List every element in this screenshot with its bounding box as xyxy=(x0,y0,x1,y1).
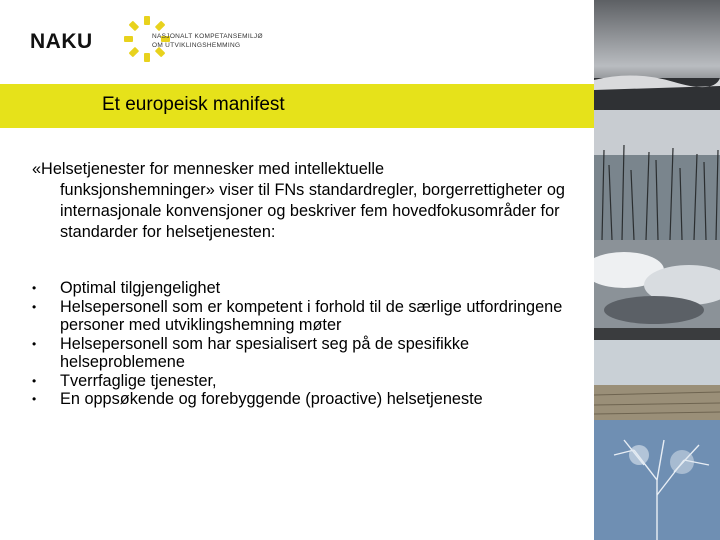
list-item-text: En oppsøkende og forebyggende (proactive) helsetjeneste xyxy=(60,390,483,408)
list-item xyxy=(32,335,597,372)
photo-frost-tree-icon xyxy=(594,420,720,540)
list-item-text: Tverrfaglige tjenester, xyxy=(60,371,217,390)
photo-clouds-icon xyxy=(594,240,720,340)
list-item xyxy=(32,372,597,391)
slide-title: Et europeisk manifest xyxy=(102,94,285,115)
title-bar xyxy=(0,84,594,128)
focus-list xyxy=(32,279,597,409)
photo-field-icon xyxy=(594,340,720,420)
intro-rest: funksjonshemninger» viser til FNs standardregler, borgerrettigheter og internasjonale konvensjoner og beskriver fem hovedfokusområder for standarder for helsetjenesten: xyxy=(60,181,565,241)
list-item xyxy=(32,390,597,409)
logo-subtitle xyxy=(152,32,263,50)
photo-reeds-icon xyxy=(594,110,720,240)
list-item xyxy=(32,298,597,335)
list-item-text: Helsepersonell som er kompetent i forhold til de særlige utfordringene personer med utviklingshemning møter xyxy=(60,297,563,334)
list-item xyxy=(32,279,597,298)
logo-subtitle-line2: OM UTVIKLINGSHEMMING xyxy=(152,42,241,49)
logo-wordmark: NAKU xyxy=(30,30,93,53)
bullet-icon: • xyxy=(32,392,37,406)
list-item-text: Optimal tilgjengelighet xyxy=(60,279,221,297)
photo-strip xyxy=(594,0,720,540)
intro-paragraph xyxy=(32,159,597,243)
intro-first-line: «Helsetjenester for mennesker med intellektuelle xyxy=(32,160,385,178)
list-item-text: Helsepersonell som har spesialisert seg på de spesifikke helseproblemene xyxy=(60,334,470,371)
photo-lake-icon xyxy=(594,0,720,110)
bullet-icon: • xyxy=(32,299,37,314)
bullet-icon: • xyxy=(32,281,37,295)
bullet-icon: • xyxy=(32,373,37,388)
bullet-icon: • xyxy=(32,336,37,351)
logo-subtitle-line1: NASJONALT KOMPETANSEMILJØ xyxy=(152,33,263,40)
naku-logo xyxy=(30,14,270,64)
